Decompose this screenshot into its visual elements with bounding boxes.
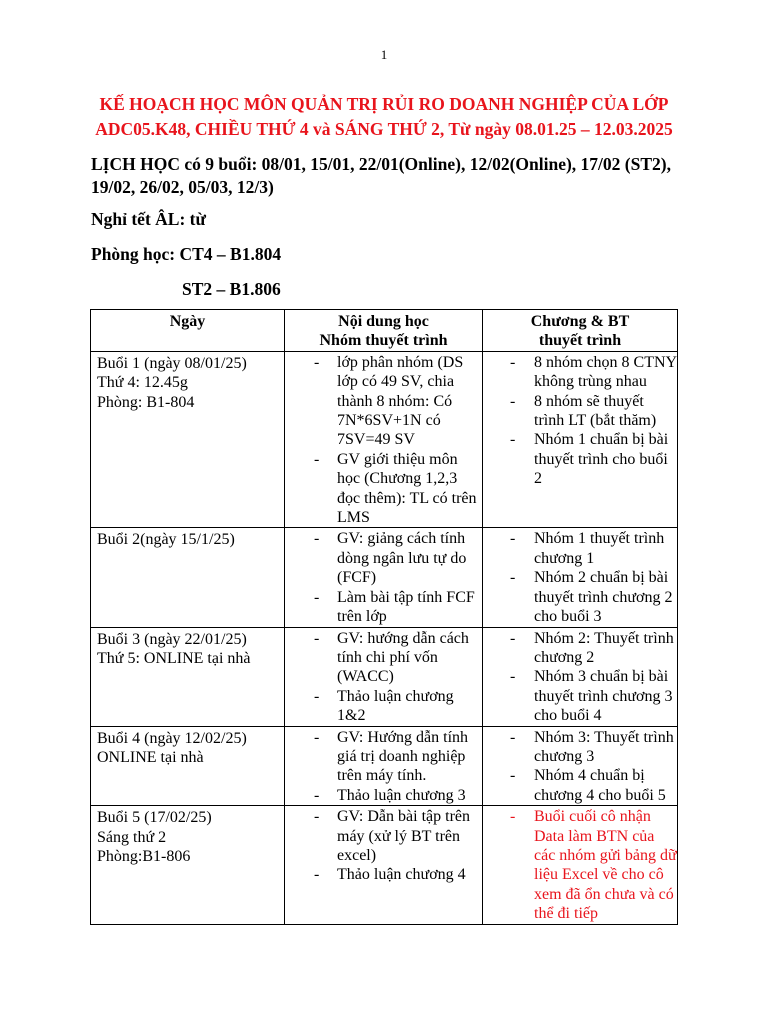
row-date-cell: Buổi 1 (ngày 08/01/25) Thứ 4: 12.45g Phòng: B1-804 — [91, 351, 285, 528]
list-item: - GV giới thiệu môn học (Chương 1,2,3 đọc thêm): TL có trên LMS — [285, 450, 482, 528]
list-item: - GV: Dẫn bài tập trên máy (xử lý BT trên excel) — [285, 807, 482, 865]
document-title — [60, 92, 708, 142]
list-item: - GV: giảng cách tính dòng ngân lưu tự do (FCF) — [285, 529, 482, 587]
room-line-2: ST2 – B1.806 — [182, 279, 281, 299]
holiday-note: Nghỉ tết ÂL: từ — [91, 209, 206, 229]
row-chapter-cell — [483, 806, 678, 924]
header-content: Nội dung học Nhóm thuyết trình — [285, 310, 483, 352]
table-row — [91, 351, 678, 528]
title-line-2: ADC05.K48, CHIỀU THỨ 4 và SÁNG THỨ 2, Từ ngày 08.01.25 – 12.03.2025 — [95, 119, 673, 139]
schedule-summary — [91, 153, 691, 199]
row-chapter-cell — [483, 627, 678, 726]
list-item: - Thảo luận chương 3 — [285, 786, 482, 805]
row-date-cell: Buổi 2(ngày 15/1/25) — [91, 528, 285, 627]
list-item: - Nhóm 3 chuẩn bị bài thuyết trình chương 3 cho buổi 4 — [483, 667, 677, 725]
row-chapter-cell — [483, 726, 678, 806]
room-line-1: Phòng học: CT4 – B1.804 — [91, 244, 282, 264]
row-content-cell — [285, 806, 483, 924]
list-item: - Thảo luận chương 4 — [285, 865, 482, 884]
schedule-table — [90, 309, 678, 925]
final-session-note: - Buổi cuối cô nhận Data làm BTN của các nhóm gửi bảng dữ liệu Excel về cho cô xem đã ổn chưa và có thể đi tiếp — [483, 807, 677, 923]
row-content-cell — [285, 528, 483, 627]
list-item: - Nhóm 4 chuẩn bị chương 4 cho buổi 5 — [483, 766, 677, 805]
header-chapters: Chương & BT thuyết trình — [483, 310, 678, 352]
page-number: 1 — [380, 47, 388, 62]
table-row — [91, 528, 678, 627]
row-content-cell — [285, 351, 483, 528]
row-content-cell — [285, 726, 483, 806]
list-item: - lớp phân nhóm (DS lớp có 49 SV, chia thành 8 nhóm: Có 7N*6SV+1N có 7SV=49 SV — [285, 353, 482, 450]
row-date-cell: Buổi 5 (17/02/25) Sáng thứ 2 Phòng:B1-806 — [91, 806, 285, 924]
list-item: - Nhóm 2 chuẩn bị bài thuyết trình chương 2 cho buổi 3 — [483, 568, 677, 626]
list-item: - Làm bài tập tính FCF trên lớp — [285, 588, 482, 627]
list-item: - Thảo luận chương 1&2 — [285, 687, 482, 726]
row-chapter-cell — [483, 351, 678, 528]
row-chapter-cell — [483, 528, 678, 627]
table-row — [91, 627, 678, 726]
schedule-line-2: 19/02, 26/02, 05/03, 12/3) — [91, 177, 274, 197]
table-row — [91, 726, 678, 806]
title-line-1: KẾ HOẠCH HỌC MÔN QUẢN TRỊ RỦI RO DOANH NGHIỆP CỦA LỚP — [99, 94, 669, 114]
list-item: - 8 nhóm chọn 8 CTNY không trùng nhau — [483, 353, 677, 392]
list-item: - Nhóm 3: Thuyết trình chương 3 — [483, 728, 677, 767]
list-item: - 8 nhóm sẽ thuyết trình LT (bắt thăm) — [483, 392, 677, 431]
list-item: - GV: Hướng dẫn tính giá trị doanh nghiệp trên máy tính. — [285, 728, 482, 786]
row-date-cell: Buổi 3 (ngày 22/01/25) Thứ 5: ONLINE tại nhà — [91, 627, 285, 726]
table-header-row — [91, 310, 678, 352]
list-item: - Nhóm 1 chuẩn bị bài thuyết trình cho buổi 2 — [483, 430, 677, 488]
schedule-line-1: LỊCH HỌC có 9 buổi: 08/01, 15/01, 22/01(Online), 12/02(Online), 17/02 (ST2), — [91, 154, 671, 174]
list-item: - GV: hướng dẫn cách tính chi phí vốn (WACC) — [285, 629, 482, 687]
row-content-cell — [285, 627, 483, 726]
table-row — [91, 806, 678, 924]
list-item: - Nhóm 1 thuyết trình chương 1 — [483, 529, 677, 568]
header-date: Ngày — [91, 310, 285, 352]
list-item: - Nhóm 2: Thuyết trình chương 2 — [483, 629, 677, 668]
row-date-cell: Buổi 4 (ngày 12/02/25) ONLINE tại nhà — [91, 726, 285, 806]
